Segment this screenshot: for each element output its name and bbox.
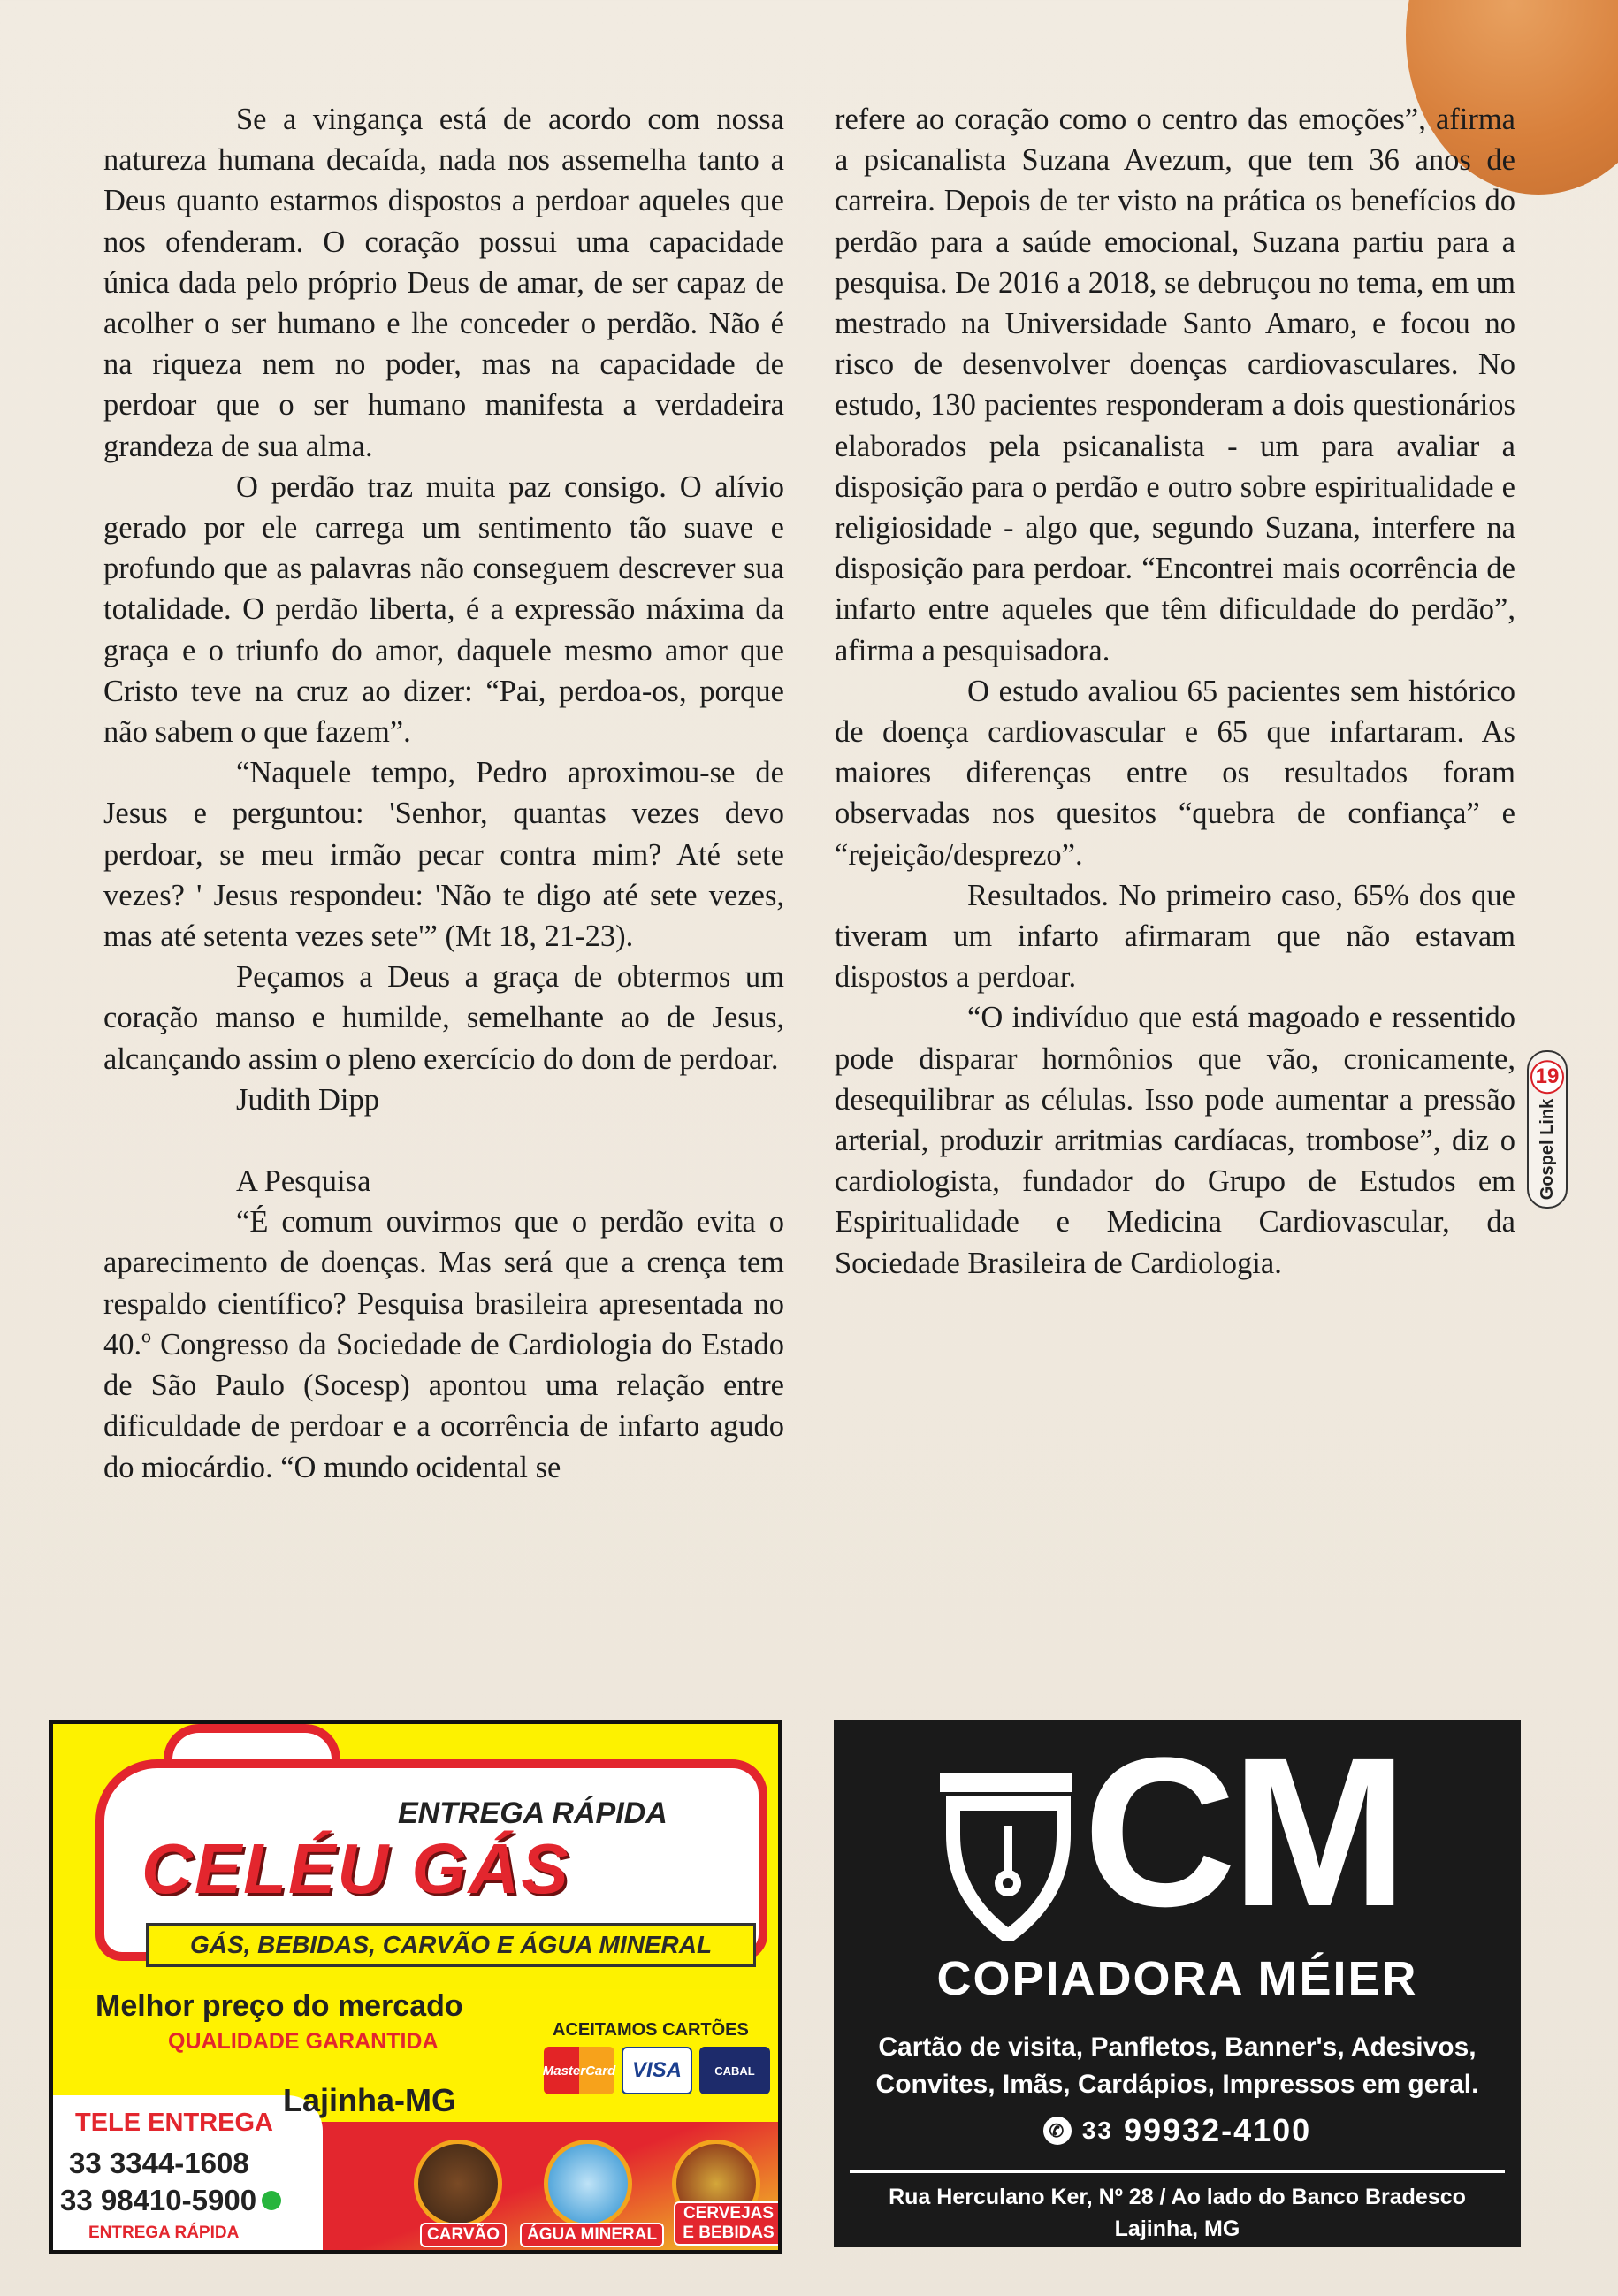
tele-delivery-label: TELE ENTREGA (75, 2109, 273, 2137)
article-left-column (103, 99, 784, 1488)
fast-delivery-bottom: ENTREGA RÁPIDA (88, 2224, 240, 2242)
page-number-tab (1527, 1050, 1568, 1209)
copy-services (834, 2029, 1521, 2103)
copy-logo: CM (1083, 1713, 1403, 1950)
fast-delivery-label: ENTREGA RÁPIDA (398, 1796, 668, 1830)
address-line-1: Rua Herculano Ker, Nº 28 / Ao lado do Banco Bradesco (889, 2185, 1466, 2209)
visa-icon: VISA (622, 2047, 692, 2094)
celeu-gas-ad (49, 1720, 782, 2254)
services-line-1: Cartão de visita, Panfletos, Banner's, Adesivos, (878, 2033, 1477, 2062)
best-price-text: Melhor preço do mercado (95, 1989, 463, 2023)
article-paragraph: Resultados. No primeiro caso, 65% dos que tiveram um infarto afirmaram que não estavam dispostos a perdoar. (835, 878, 1515, 995)
cabal-icon: CABAL (699, 2047, 770, 2094)
product-label-beer: CERVEJAS E BEBIDAS (674, 2201, 782, 2246)
article-paragraph: “O indivíduo que está magoado e ressentido pode disparar hormônios que vão, cronicamente, desequilibrar as células. Isso pode aumentar a pressão arterial, produzir arritmias cardíacas, trombose”, diz o cardiologista, fundador do Grupo de Estudos em Espiritualidade e Medicina Cardiovascular, da Sociedade Brasileira de Cardiologia. (835, 1001, 1515, 1280)
mastercard-icon: MasterCard (544, 2047, 614, 2094)
card-logos (544, 2047, 770, 2094)
product-label-water: ÁGUA MINERAL (520, 2223, 664, 2247)
article-paragraph: O perdão traz muita paz consigo. O alívio gerado por ele carrega um sentimento tão suave e profundo que as palavras não conseguem descrever sua totalidade. O perdão liberta, é a expressão máxima da graça e o triunfo do amor, daquele mesmo amor que Cristo teve na cruz ao dizer: “Pai, perdoa-os, porque não sabem o que fazem”. (103, 469, 784, 750)
gas-phone-2-row (60, 2184, 281, 2217)
divider (850, 2170, 1505, 2173)
article-paragraph: refere ao coração como o centro das emoções”, afirma a psicanalista Suzana Avezum, que tem 36 anos de carreira. Depois de ter visto na prática os benefícios do perdão para a saúde emocional, Suzana partiu para a pesquisa. De 2016 a 2018, se debruçou no tema, em um mestrado na Universidade Santo Amaro, e focou no risco de desenvolver doenças cardiovasculares. No estudo, 130 pacientes responderam a dois questionários elaborados pela psicanalista - um para avaliar a disposição para o perdão e outro sobre espiritualidade e religiosidade - algo que, segundo Suzana, interfere na disposição para perdoar. “Encontrei mais ocorrência de infarto entre aqueles que têm dificuldade do perdão”, afirma a pesquisadora. (835, 103, 1515, 667)
gas-tagline: GÁS, BEBIDAS, CARVÃO E ÁGUA MINERAL (146, 1923, 756, 1967)
accept-cards-text: ACEITAMOS CARTÕES (553, 2020, 749, 2040)
article-paragraph: Peçamos a Deus a graça de obtermos um coração manso e humilde, semelhante ao de Jesus, alcançando assim o pleno exercício do dom de perdoar. (103, 960, 784, 1076)
address-line-2: Lajinha, MG (1114, 2216, 1240, 2241)
article-paragraph: “Naquele tempo, Pedro aproximou-se de Jesus e perguntou: 'Senhor, quantas vezes devo perdoar, se meu irmão pecar contra mim? Até sete vezes? ' Jesus respondeu: 'Não te digo até sete vezes, mas até setenta vezes sete'” (Mt 18, 21-23). (103, 756, 784, 954)
gas-brand-name: CELÉU GÁS (141, 1829, 570, 1908)
quality-text: QUALIDADE GARANTIDA (168, 2029, 439, 2054)
copy-name: COPIADORA MÉIER (936, 1952, 1418, 2005)
copiadora-meier-ad (834, 1713, 1521, 2247)
page-number: 19 (1530, 1059, 1564, 1093)
whatsapp-icon (262, 2191, 281, 2210)
phone-area-code: 33 (1081, 2117, 1113, 2144)
article-paragraph: O estudo avaliou 65 pacientes sem histórico de doença cardiovascular e 65 que infartaram. As maiores diferenças entre os resultados foram observadas nos quesitos “quebra de confiança” e “rejeição/desprezo”. (835, 674, 1515, 872)
paragraph-gap (103, 1120, 784, 1161)
article-right-column (835, 99, 1515, 1284)
article-paragraph: “É comum ouvirmos que o perdão evita o aparecimento de doenças. Mas será que a crença tem respaldo científico? Pesquisa brasileira apresentada no 40.º Congresso da Sociedade de Cardiologia do Estado de São Paulo (Socesp) apontou uma relação entre dificuldade de perdoar e a ocorrência de infarto agudo do miocárdio. “O mundo ocidental se (103, 1205, 784, 1484)
copy-phone-row (834, 2112, 1521, 2149)
article-paragraph: Se a vingança está de acordo com nossa natureza humana decaída, nada nos assemelha tanto a Deus quanto estarmos dispostos a perdoar aqueles que nos ofenderam. O coração possui uma capacidade única dada pelo próprio Deus de amar, de ser capaz de acolher o ser humano e lhe conceder o perdão. Não é na riqueza nem no poder, mas na capacidade de perdoar que o ser humano manifesta a verdadeira grandeza de sua alma. (103, 103, 784, 463)
product-label-charcoal: CARVÃO (420, 2223, 507, 2247)
whatsapp-icon: ✆ (1043, 2117, 1072, 2145)
copy-phone: 99932-4100 (1123, 2112, 1312, 2148)
water-icon (544, 2140, 632, 2228)
services-line-2: Convites, Imãs, Cardápios, Impressos em geral. (875, 2070, 1479, 2099)
gas-city: Lajinha-MG (283, 2082, 456, 2118)
magazine-brand: Gospel Link (1537, 1098, 1557, 1200)
charcoal-icon (414, 2140, 502, 2228)
fountain-pen-icon (931, 1773, 1086, 1941)
article-line: Judith Dipp (236, 1082, 379, 1117)
article-line: A Pesquisa (236, 1164, 371, 1199)
gas-phone-1: 33 3344-1608 (69, 2147, 249, 2179)
copy-address (834, 2181, 1521, 2245)
gas-phone-2: 33 98410-5900 (60, 2184, 257, 2216)
